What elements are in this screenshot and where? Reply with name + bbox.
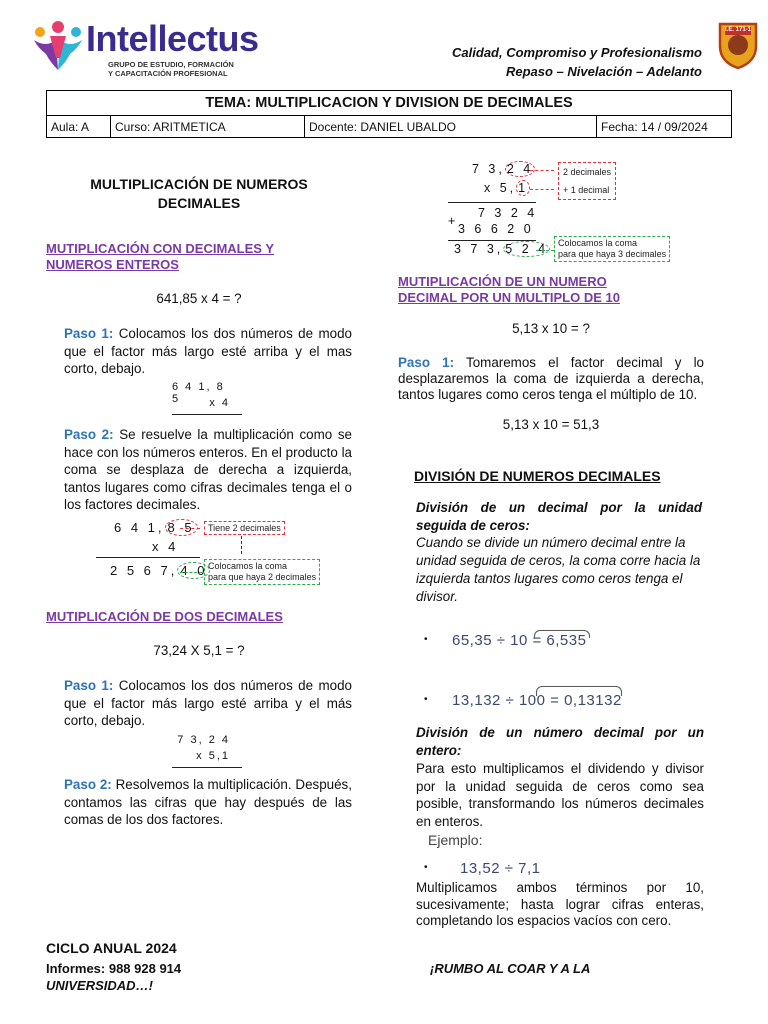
div2-text-2: Multiplicamos ambos términos por 10, sucesivamente; hasta lograr cifras enteras, completando los espacios vacíos con cero. [416,880,704,928]
op2-bottom: x 5,1 [196,750,230,762]
logo-name: Intellectus [86,18,259,59]
fig2-result-int: 3 7 3, [454,242,504,256]
fig2-note-red [558,162,616,200]
example-3-text: 13,52 ÷ 7,1 [460,860,541,877]
op2-line [172,767,242,768]
section1-step2 [64,426,352,514]
fig1-note-green-1: Colocamos la coma [208,561,288,571]
division-title: DIVISIÓN DE NUMEROS DECIMALES [414,468,661,484]
section2-step2 [64,776,352,829]
example-3 [424,858,624,882]
op2-top: 7 3, 2 4 [177,734,230,746]
fig1-arrow-down [241,536,242,554]
footer-informes: Informes: 988 928 914 [46,961,182,976]
s2-step2-text: Resolvemos la multiplicación. Después, contamos las cifras que hay después de las comas de los dos factores. [64,777,352,827]
school-badge [716,18,760,70]
fig2-arrow-1 [530,170,554,171]
s3-step1-label: Paso 1: [398,355,455,370]
fig2-note-2: + 1 decimal [563,185,610,195]
section3-title-line-1: MUTIPLICACIÓN DE UN NUMERO [398,274,607,289]
section2-problem: 73,24 X 5,1 = ? [153,643,245,658]
fig2-line-1 [448,202,536,203]
section1-title-line-2: NUMEROS ENTEROS [46,257,179,272]
bullet-2: • [424,694,428,705]
fig1-result [110,563,210,578]
section1-title [46,241,274,273]
fig2-note-green [554,236,670,262]
fig1-note-green-2: para que haya 2 decimales [208,572,317,582]
div1-text: Cuando se divide un número decimal entre la unidad seguida de ceros, la coma corre hacia la izquierda tantos lugares como ceros tenga el divisor. [416,535,701,604]
fig1-note-red: Tiene 2 decimales [204,521,285,535]
bullet-3: • [424,862,428,873]
fig2-note-1: 2 decimales [563,167,612,177]
fig1-top-int: 6 4 1, [114,520,165,535]
div2-bold-line-2: entero: [416,743,462,758]
fig1-arrow-red [180,528,200,529]
step1-label: Paso 1: [64,326,114,341]
header-table [46,90,732,138]
fig2-mult-int: x 5, [484,181,517,195]
div1-bold-line-2: seguida de ceros: [416,517,530,533]
aula-cell: Aula: A [47,116,111,138]
div2-bold [416,724,704,760]
section3-step1 [398,355,704,403]
fig2-arrow-2 [530,189,554,190]
section1-problem: 641,85 x 4 = ? [156,291,242,306]
motto-1: Calidad, Compromiso y Profesionalismo [452,45,702,60]
step2-text: Se resuelve la multiplicación como se hace con los números enteros. En el producto la coma se desplaza de derecha a izquierda, tantos lugares como cifras decimales tenga el o los factores decimales. [64,427,352,512]
op1-bottom: x 4 [209,397,230,409]
op1-line [172,414,242,415]
logo-sub-1: GRUPO DE ESTUDIO, FORMACIÓN [108,60,234,69]
fig1-mult: x 4 [152,539,179,554]
section3-problem: 5,13 x 10 = ? [512,321,590,336]
fig2-plus: + [448,214,456,228]
example-1-text: 65,35 ÷ 10 = 6,535 [452,632,587,649]
example-2-arc [536,686,622,696]
example-1-arc [534,630,590,638]
example-label: Ejemplo: [428,832,483,848]
section1-operation [172,381,242,415]
footer-rumbo: ¡RUMBO AL COAR Y A LA [430,961,591,976]
section2-title: MUTIPLICACIÓN DE DOS DECIMALES [46,609,283,624]
s2-step1-label: Paso 1: [64,678,114,693]
footer-ciclo: CICLO ANUAL 2024 [46,940,177,956]
division-part2 [416,724,704,830]
fig1-result-int: 2 5 6 7, [110,563,178,578]
shield-icon [716,18,760,70]
fig1-line [96,557,200,558]
fig2-result [454,242,550,256]
section3-title-line-2: DECIMAL POR UN MULTIPLO DE 10 [398,290,620,305]
logo-sub-2: Y CAPACITACIÓN PROFESIONAL [108,69,228,78]
section3-title [398,274,620,306]
section1-step1 [64,325,352,378]
curso-cell: Curso: ARITMETICA [111,116,305,138]
main-title [60,175,338,213]
example-2-text: 13,132 ÷ 100 = 0,13132 [452,692,622,709]
s2-step2-label: Paso 2: [64,777,112,792]
main-title-line-1: MULTIPLICACIÓN DE NUMEROS [90,176,308,192]
div2-text: Para esto multiplicamos el dividendo y divisor por la unidad seguida de ceros como sea posible, transformando los números decimales en enteros. [416,761,704,829]
docente-cell: Docente: DANIEL UBALDO [305,116,597,138]
section2-step1 [64,677,352,730]
s3-step1-text: Tomaremos el factor decimal y lo desplazaremos la coma de izquierda a derecha, tantos lugares como ceros tenga el múltiplo de 10. [398,355,704,402]
fig2-top-int: 7 3, [472,162,505,176]
section1-title-line-1: MUTIPLICACIÓN CON DECIMALES Y [46,241,274,256]
div1-bold [416,499,702,534]
motto-2: Repaso – Nivelación – Adelanto [505,64,702,79]
fig1-top-dec: 8 5 [165,519,198,536]
step2-label: Paso 2: [64,427,114,442]
fig2-mult-dec: 1 [518,181,529,195]
footer-universidad: UNIVERSIDAD…! [46,978,153,993]
fig2-result-dec: 5 2 4 [505,242,549,256]
badge-text: I.E. 171-1 [725,27,752,33]
op1-top: 6 4 1, 8 5 [172,381,225,405]
fig2-note-3-line-2: para que haya 3 decimales [558,249,667,259]
section3-answer: 5,13 x 10 = 51,3 [502,417,600,432]
fig2-top [472,162,535,176]
fig1-arrow-green [180,572,202,573]
example-2 [424,690,684,720]
tema-cell: TEMA: MULTIPLICACION Y DIVISION DE DECIMALES [47,91,732,116]
fig2-top-dec: 2 4 [506,162,534,176]
section2-operation [172,734,242,768]
fig2-mult [484,181,530,195]
fig1-note-green [204,559,320,585]
div1-bold-line-1: División de un decimal por la unidad [416,500,702,515]
fecha-cell: Fecha: 14 / 09/2024 [597,116,732,138]
figure-multiplication-2 [448,158,676,264]
figure-multiplication-1 [96,516,322,588]
logo [28,16,278,84]
fig2-note-3-line-1: Colocamos la coma [558,238,638,248]
fig1-result-dec: 4 0 [177,562,210,579]
fig2-partial-2: 3 6 6 2 0 [458,222,534,236]
main-title-line-2: DECIMALES [157,195,241,211]
example-1 [424,630,684,660]
div2-bold-line-1: División de un número decimal por un [416,725,704,740]
s2-step1-text: Colocamos los dos números de modo que el factor más largo esté arriba y el más corto, debajo. [64,678,352,728]
bullet-1: • [424,634,428,645]
fig2-partial-1: 7 3 2 4 [478,206,538,220]
step1-text: Colocamos los dos números de modo que el factor más largo esté arriba y el mas corto, debajo. [64,326,352,376]
division-part1 [416,499,702,606]
logo-people-icon [28,18,88,78]
fig2-arrow-3 [536,250,554,251]
